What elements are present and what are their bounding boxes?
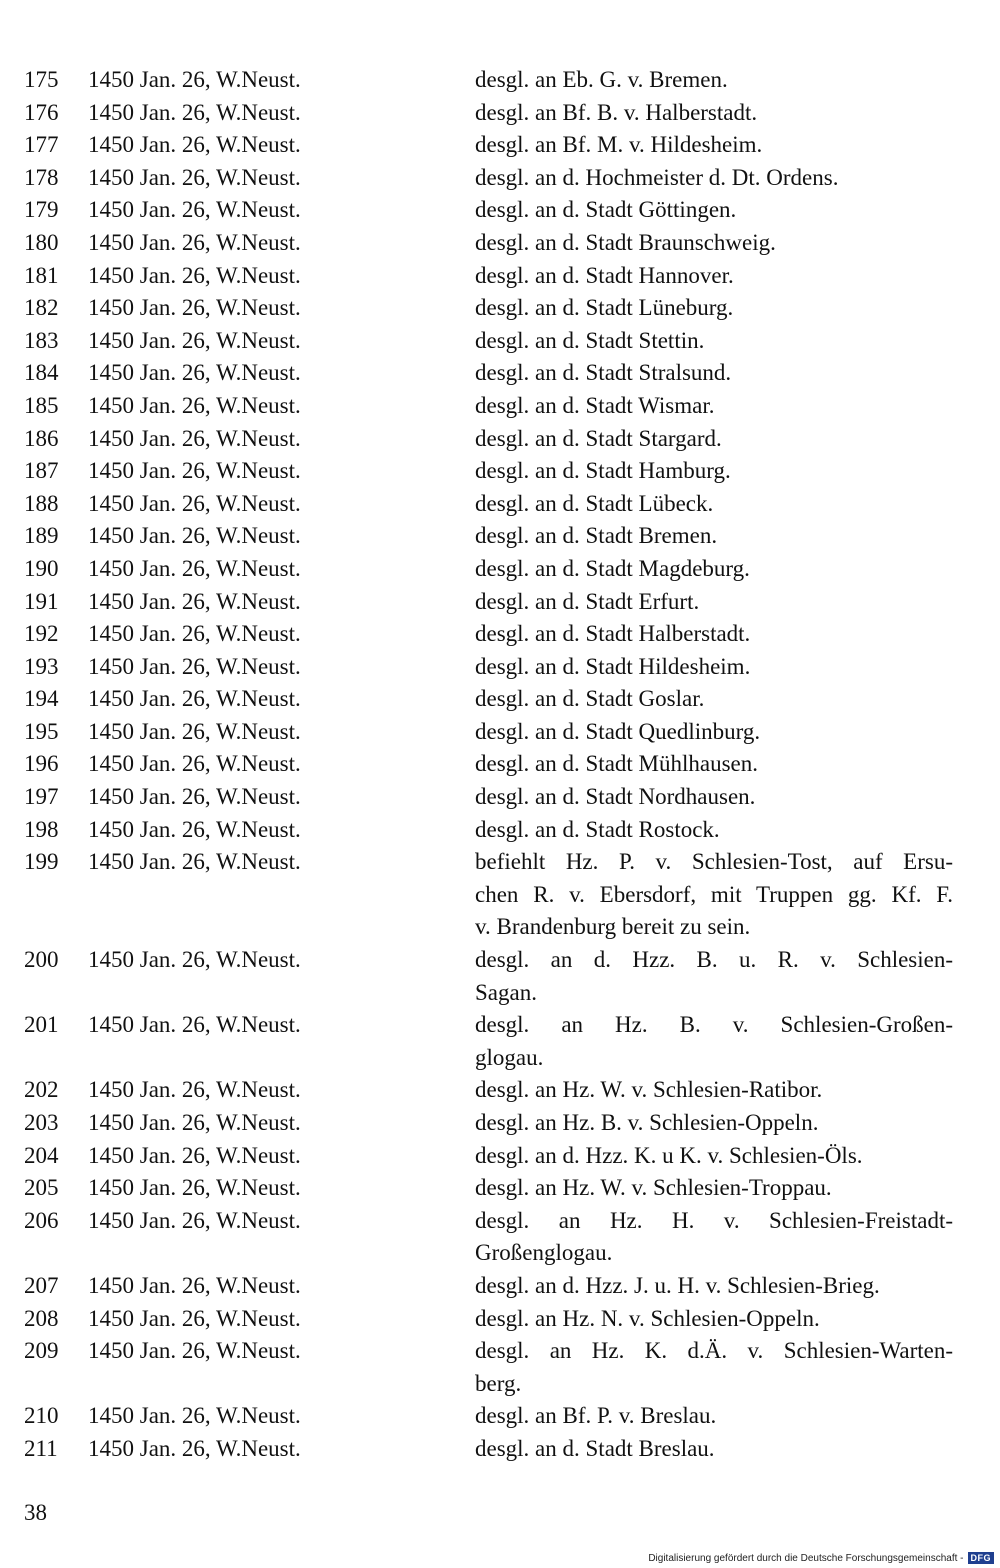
description-line: desgl. an d. Stadt Halberstadt. — [475, 621, 751, 647]
description-line: desgl. an d. Stadt Stettin. — [475, 327, 705, 353]
entry-date-place: 1450 Jan. 26, W.Neust. — [88, 327, 301, 353]
description-line: v. Brandenburg bereit zu sein. — [475, 914, 751, 940]
entry-date-place: 1450 Jan. 26, W.Neust. — [88, 751, 301, 777]
entry-date-place: 1450 Jan. 26, W.Neust. — [88, 621, 301, 647]
entry-number: 186 — [24, 425, 59, 451]
entry-description — [475, 1009, 953, 1074]
description-line: desgl. an Hz. W. v. Schlesien-Troppau. — [475, 1175, 832, 1201]
entry-description — [475, 586, 953, 619]
register-entry — [24, 1205, 964, 1270]
description-line: desgl. an Hz. K. d.Ä. v. Schlesien-Warten- — [475, 1338, 953, 1364]
register-entry — [24, 64, 964, 97]
register-entry — [24, 227, 964, 260]
description-line: desgl. an d. Stadt Bremen. — [475, 523, 718, 549]
description-line: desgl. an d. Stadt Lübeck. — [475, 490, 714, 516]
register-entry — [24, 553, 964, 586]
register-entry — [24, 1270, 964, 1303]
entry-number: 175 — [24, 67, 59, 92]
entry-number: 180 — [24, 229, 59, 255]
register-entry — [24, 814, 964, 847]
register-entry — [24, 292, 964, 325]
entry-date-place: 1450 Jan. 26, W.Neust. — [88, 458, 301, 484]
entry-description — [475, 129, 953, 162]
entry-description — [475, 748, 953, 781]
entry-description — [475, 97, 953, 130]
entry-description — [475, 357, 953, 390]
entry-number: 209 — [24, 1338, 59, 1364]
page-number: 38 — [24, 1500, 47, 1525]
entry-date-place: 1450 Jan. 26, W.Neust. — [88, 588, 301, 614]
description-line: befiehlt Hz. P. v. Schlesien-Tost, auf Ersu- — [475, 849, 953, 875]
entry-date-place: 1450 Jan. 26, W.Neust. — [88, 490, 301, 516]
register-entry — [24, 97, 964, 130]
description-line: chen R. v. Ebersdorf, mit Truppen gg. Kf. F. — [475, 881, 953, 907]
entry-number: 177 — [24, 132, 59, 158]
register-entry — [24, 683, 964, 716]
entry-date-place: 1450 Jan. 26, W.Neust. — [88, 849, 301, 875]
register-entry — [24, 846, 964, 944]
entry-description — [475, 553, 953, 586]
description-line: desgl. an d. Stadt Lüneburg. — [475, 295, 734, 321]
entry-description — [475, 325, 953, 358]
entry-date-place: 1450 Jan. 26, W.Neust. — [88, 1110, 301, 1135]
entry-number: 188 — [24, 490, 59, 516]
entry-date-place: 1450 Jan. 26, W.Neust. — [88, 653, 301, 679]
entry-date-place: 1450 Jan. 26, W.Neust. — [88, 1272, 301, 1298]
entry-number: 208 — [24, 1305, 59, 1331]
entry-number: 206 — [24, 1207, 59, 1233]
register-entry — [24, 1140, 964, 1173]
description-line: desgl. an d. Stadt Stargard. — [475, 425, 722, 451]
entry-date-place: 1450 Jan. 26, W.Neust. — [88, 784, 301, 810]
entry-date-place: 1450 Jan. 26, W.Neust. — [88, 360, 301, 386]
entry-date-place: 1450 Jan. 26, W.Neust. — [88, 67, 301, 92]
entry-description — [475, 423, 953, 456]
description-line: desgl. an d. Stadt Goslar. — [475, 686, 705, 712]
entry-date-place: 1450 Jan. 26, W.Neust. — [88, 132, 301, 158]
description-line: desgl. an Hz. H. v. Schlesien-Freistadt- — [475, 1207, 953, 1233]
entry-date-place: 1450 Jan. 26, W.Neust. — [88, 425, 301, 451]
entry-date-place: 1450 Jan. 26, W.Neust. — [88, 1403, 301, 1429]
entry-description — [475, 162, 953, 195]
description-line: berg. — [475, 1370, 522, 1396]
entry-description — [475, 1074, 953, 1107]
entry-number: 189 — [24, 523, 59, 549]
description-line: desgl. an d. Stadt Hildesheim. — [475, 653, 751, 679]
register-entry — [24, 325, 964, 358]
entry-date-place: 1450 Jan. 26, W.Neust. — [88, 555, 301, 581]
description-line: desgl. an Bf. B. v. Halberstadt. — [475, 99, 758, 125]
description-line: desgl. an Hz. B. v. Schlesien-Oppeln. — [475, 1110, 819, 1135]
entry-description — [475, 292, 953, 325]
dfg-logo-icon: DFG — [968, 1552, 995, 1564]
register-entry — [24, 194, 964, 227]
description-line: desgl. an d. Stadt Breslau. — [475, 1435, 715, 1461]
entry-date-place: 1450 Jan. 26, W.Neust. — [88, 1175, 301, 1201]
description-line: desgl. an Bf. P. v. Breslau. — [475, 1403, 717, 1429]
description-line: desgl. an Bf. M. v. Hildesheim. — [475, 132, 763, 158]
entry-number: 205 — [24, 1175, 59, 1201]
description-line: desgl. an d. Stadt Quedlinburg. — [475, 718, 761, 744]
entry-description — [475, 488, 953, 521]
description-line: desgl. an d. Stadt Wismar. — [475, 392, 715, 418]
register-entry — [24, 129, 964, 162]
entry-date-place: 1450 Jan. 26, W.Neust. — [88, 686, 301, 712]
entry-number: 207 — [24, 1272, 59, 1298]
entry-description — [475, 944, 953, 1009]
register-entry — [24, 1303, 964, 1336]
entry-description — [475, 390, 953, 423]
entry-date-place: 1450 Jan. 26, W.Neust. — [88, 262, 301, 288]
description-line: desgl. an d. Stadt Hamburg. — [475, 458, 731, 484]
entry-number: 178 — [24, 164, 59, 190]
register-entry — [24, 1172, 964, 1205]
credit-text: Digitalisierung gefördert durch die Deutsche Forschungsgemeinschaft - — [648, 1552, 964, 1564]
entry-description — [475, 651, 953, 684]
description-line: desgl. an d. Stadt Erfurt. — [475, 588, 700, 614]
entry-description — [475, 846, 953, 944]
description-line: desgl. an d. Hzz. J. u. H. v. Schlesien-Brieg. — [475, 1272, 880, 1298]
entry-date-place: 1450 Jan. 26, W.Neust. — [88, 1338, 301, 1364]
entry-description — [475, 1400, 953, 1433]
entry-number: 191 — [24, 588, 59, 614]
register-entry — [24, 1433, 964, 1466]
description-line: desgl. an d. Stadt Hannover. — [475, 262, 734, 288]
entry-description — [475, 227, 953, 260]
entry-date-place: 1450 Jan. 26, W.Neust. — [88, 718, 301, 744]
description-line: Großenglogau. — [475, 1240, 613, 1266]
description-line: desgl. an d. Hzz. K. u K. v. Schlesien-Öls. — [475, 1142, 863, 1168]
entry-date-place: 1450 Jan. 26, W.Neust. — [88, 523, 301, 549]
entry-description — [475, 520, 953, 553]
register-entry — [24, 781, 964, 814]
entry-date-place: 1450 Jan. 26, W.Neust. — [88, 1305, 301, 1331]
entry-number: 210 — [24, 1403, 59, 1429]
entry-number: 204 — [24, 1142, 59, 1168]
register-entry — [24, 423, 964, 456]
entry-description — [475, 683, 953, 716]
digitization-credit — [648, 1552, 994, 1564]
entry-description — [475, 194, 953, 227]
register-entry — [24, 748, 964, 781]
description-line: desgl. an d. Stadt Göttingen. — [475, 197, 737, 223]
register-entry — [24, 1074, 964, 1107]
entry-date-place: 1450 Jan. 26, W.Neust. — [88, 947, 301, 973]
entry-date-place: 1450 Jan. 26, W.Neust. — [88, 99, 301, 125]
register-entry — [24, 944, 964, 1009]
entry-number: 190 — [24, 555, 59, 581]
description-line: desgl. an d. Stadt Mühlhausen. — [475, 751, 758, 777]
entry-number: 211 — [24, 1435, 58, 1461]
entry-number: 199 — [24, 849, 59, 875]
description-line: desgl. an Hz. N. v. Schlesien-Oppeln. — [475, 1305, 820, 1331]
description-line: desgl. an d. Stadt Braunschweig. — [475, 229, 776, 255]
entry-number: 193 — [24, 653, 59, 679]
description-line: glogau. — [475, 1044, 544, 1070]
register-entry — [24, 520, 964, 553]
entry-description — [475, 260, 953, 293]
entry-description — [475, 1335, 953, 1400]
entry-number: 195 — [24, 718, 59, 744]
entry-number: 192 — [24, 621, 59, 647]
register-entry — [24, 618, 964, 651]
register-entry — [24, 455, 964, 488]
register-entry — [24, 1335, 964, 1400]
register-entry — [24, 162, 964, 195]
entry-description — [475, 1205, 953, 1270]
entry-number: 185 — [24, 392, 59, 418]
description-line: desgl. an d. Stadt Nordhausen. — [475, 784, 756, 810]
entry-description — [475, 618, 953, 651]
entry-date-place: 1450 Jan. 26, W.Neust. — [88, 229, 301, 255]
entry-number: 176 — [24, 99, 59, 125]
entry-date-place: 1450 Jan. 26, W.Neust. — [88, 816, 301, 842]
register-entry — [24, 1400, 964, 1433]
description-line: desgl. an d. Hochmeister d. Dt. Ordens. — [475, 164, 839, 190]
entry-date-place: 1450 Jan. 26, W.Neust. — [88, 164, 301, 190]
register-entry — [24, 651, 964, 684]
description-line: desgl. an d. Stadt Stralsund. — [475, 360, 732, 386]
description-line: desgl. an Eb. G. v. Bremen. — [475, 67, 728, 92]
entry-description — [475, 1140, 953, 1173]
description-line: desgl. an d. Stadt Magdeburg. — [475, 555, 750, 581]
entry-description — [475, 781, 953, 814]
register-entry — [24, 716, 964, 749]
entry-number: 181 — [24, 262, 59, 288]
entry-description — [475, 1433, 953, 1466]
description-line: desgl. an Hz. W. v. Schlesien-Ratibor. — [475, 1077, 823, 1103]
register-entries — [24, 64, 964, 1466]
entry-number: 201 — [24, 1012, 59, 1038]
register-entry — [24, 488, 964, 521]
entry-date-place: 1450 Jan. 26, W.Neust. — [88, 295, 301, 321]
entry-number: 183 — [24, 327, 59, 353]
description-line: desgl. an Hz. B. v. Schlesien-Großen- — [475, 1012, 953, 1038]
entry-description — [475, 1107, 953, 1140]
entry-date-place: 1450 Jan. 26, W.Neust. — [88, 197, 301, 223]
entry-description — [475, 1303, 953, 1336]
register-entry — [24, 390, 964, 423]
entry-date-place: 1450 Jan. 26, W.Neust. — [88, 1207, 301, 1233]
entry-number: 182 — [24, 295, 59, 321]
entry-description — [475, 1172, 953, 1205]
entry-number: 187 — [24, 458, 59, 484]
entry-description — [475, 1270, 953, 1303]
entry-date-place: 1450 Jan. 26, W.Neust. — [88, 1077, 301, 1103]
entry-number: 196 — [24, 751, 59, 777]
entry-number: 200 — [24, 947, 59, 973]
entry-description — [475, 455, 953, 488]
entry-description — [475, 814, 953, 847]
entry-date-place: 1450 Jan. 26, W.Neust. — [88, 1435, 301, 1461]
entry-number: 194 — [24, 686, 59, 712]
register-entry — [24, 1107, 964, 1140]
entry-number: 179 — [24, 197, 59, 223]
entry-number: 198 — [24, 816, 59, 842]
entry-number: 202 — [24, 1077, 59, 1103]
description-line: desgl. an d. Stadt Rostock. — [475, 816, 720, 842]
entry-date-place: 1450 Jan. 26, W.Neust. — [88, 1142, 301, 1168]
entry-number: 197 — [24, 784, 59, 810]
register-entry — [24, 357, 964, 390]
entry-date-place: 1450 Jan. 26, W.Neust. — [88, 1012, 301, 1038]
description-line: Sagan. — [475, 979, 537, 1005]
register-entry — [24, 1009, 964, 1074]
entry-date-place: 1450 Jan. 26, W.Neust. — [88, 392, 301, 418]
entry-number: 184 — [24, 360, 59, 386]
register-entry — [24, 586, 964, 619]
entry-number: 203 — [24, 1110, 59, 1135]
entry-description — [475, 716, 953, 749]
register-entry — [24, 260, 964, 293]
entry-description — [475, 64, 953, 97]
description-line: desgl. an d. Hzz. B. u. R. v. Schlesien- — [475, 947, 953, 973]
